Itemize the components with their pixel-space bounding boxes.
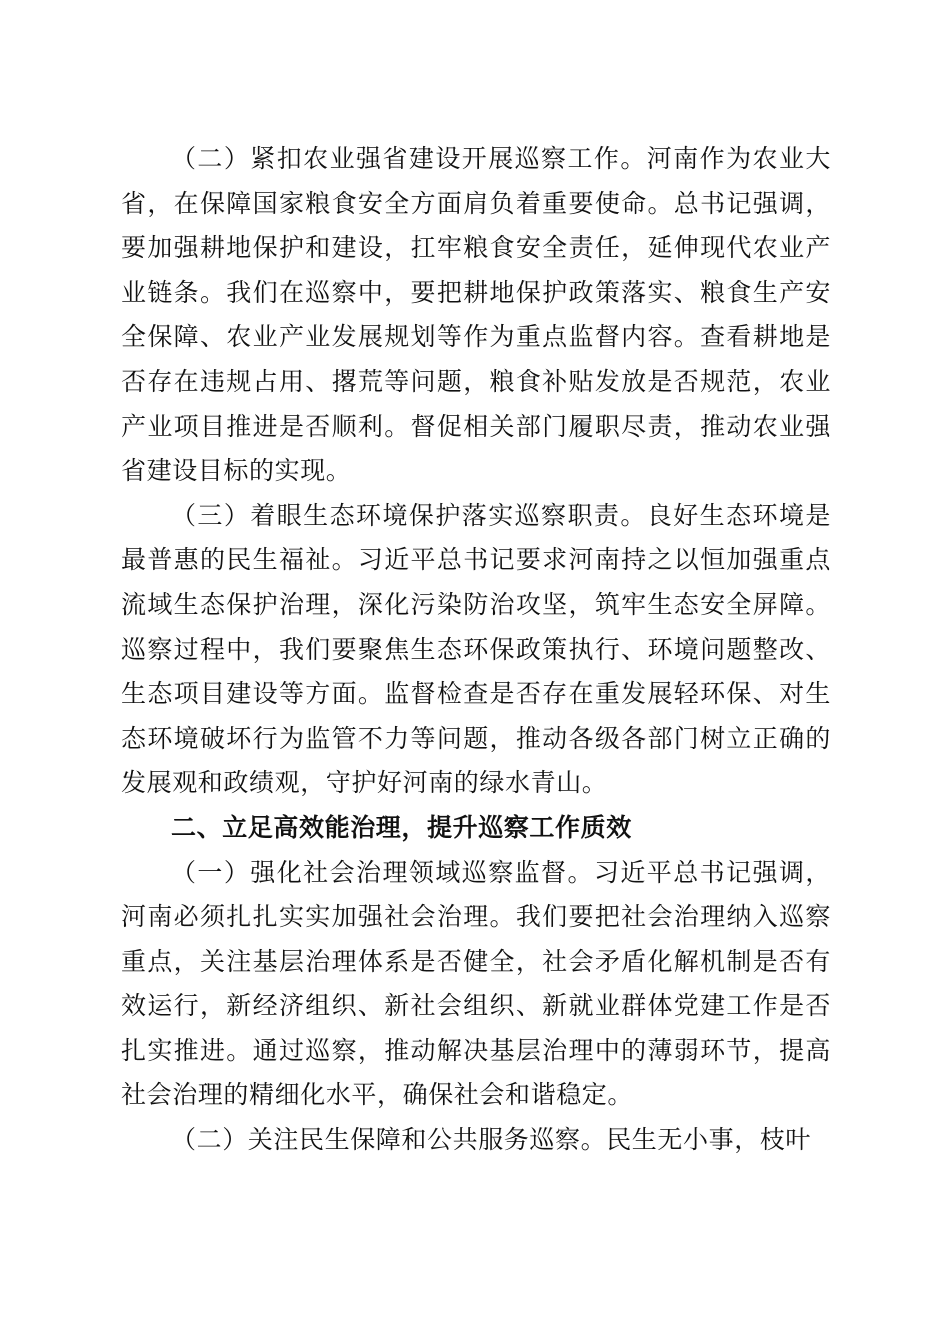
paragraph-social-governance (121, 851, 831, 1119)
document-body (121, 137, 831, 1163)
paragraph-lead: （二）紧扣农业强省建设开展巡察工作。 (171, 144, 647, 173)
paragraph-text: 河南作为农业大省，在保障国家粮食安全方面肩负着重要使命。总书记强调，要加强耕地保护和建设，扛牢粮食安全责任，延伸现代农业产业链条。我们在巡察中，要把耕地保护政策落实、粮食生产安全保障、农业产业发展规划等作为重点监督内容。查看耕地是否存在违规占用、撂荒等问题，粮食补贴发放是否规范，农业产业项目推进是否顺利。督促相关部门履职尽责，推动农业强省建设目标的实现。 (121, 144, 831, 486)
paragraph-lead: （二）关注民生保障和公共服务巡察。 (171, 1125, 607, 1155)
paragraph-lead: （一）强化社会治理领域巡察监督。 (171, 857, 594, 887)
paragraph-lead: （三）着眼生态环境保护落实巡察职责。 (171, 500, 647, 530)
paragraph-ecology (121, 494, 831, 806)
section-heading: 二、立足高效能治理，提升巡察工作质效 (171, 812, 632, 842)
paragraph-livelihood (121, 1118, 831, 1163)
paragraph-text: 习近平总书记强调，河南必须扎扎实实加强社会治理。我们要把社会治理纳入巡察重点，关注基层治理体系是否健全，社会矛盾化解机制是否有效运行，新经济组织、新社会组织、新就业群体党建工作是否扎实推进。通过巡察，推动解决基层治理中的薄弱环节，提高社会治理的精细化水平，确保社会和谐稳定。 (121, 857, 831, 1110)
paragraph-agriculture (121, 137, 831, 494)
paragraph-text: 民生无小事，枝叶 (606, 1125, 812, 1155)
paragraph-text: 良好生态环境是最普惠的民生福祉。习近平总书记要求河南持之以恒加强重点流域生态保护治理，深化污染防治攻坚，筑牢生态安全屏障。巡察过程中，我们要聚焦生态环保政策执行、环境问题整改、生态项目建设等方面。监督检查是否存在重发展轻环保、对生态环境破坏行为监管不力等问题，推动各级各部门树立正确的发展观和政绩观，守护好河南的绿水青山。 (121, 500, 831, 798)
